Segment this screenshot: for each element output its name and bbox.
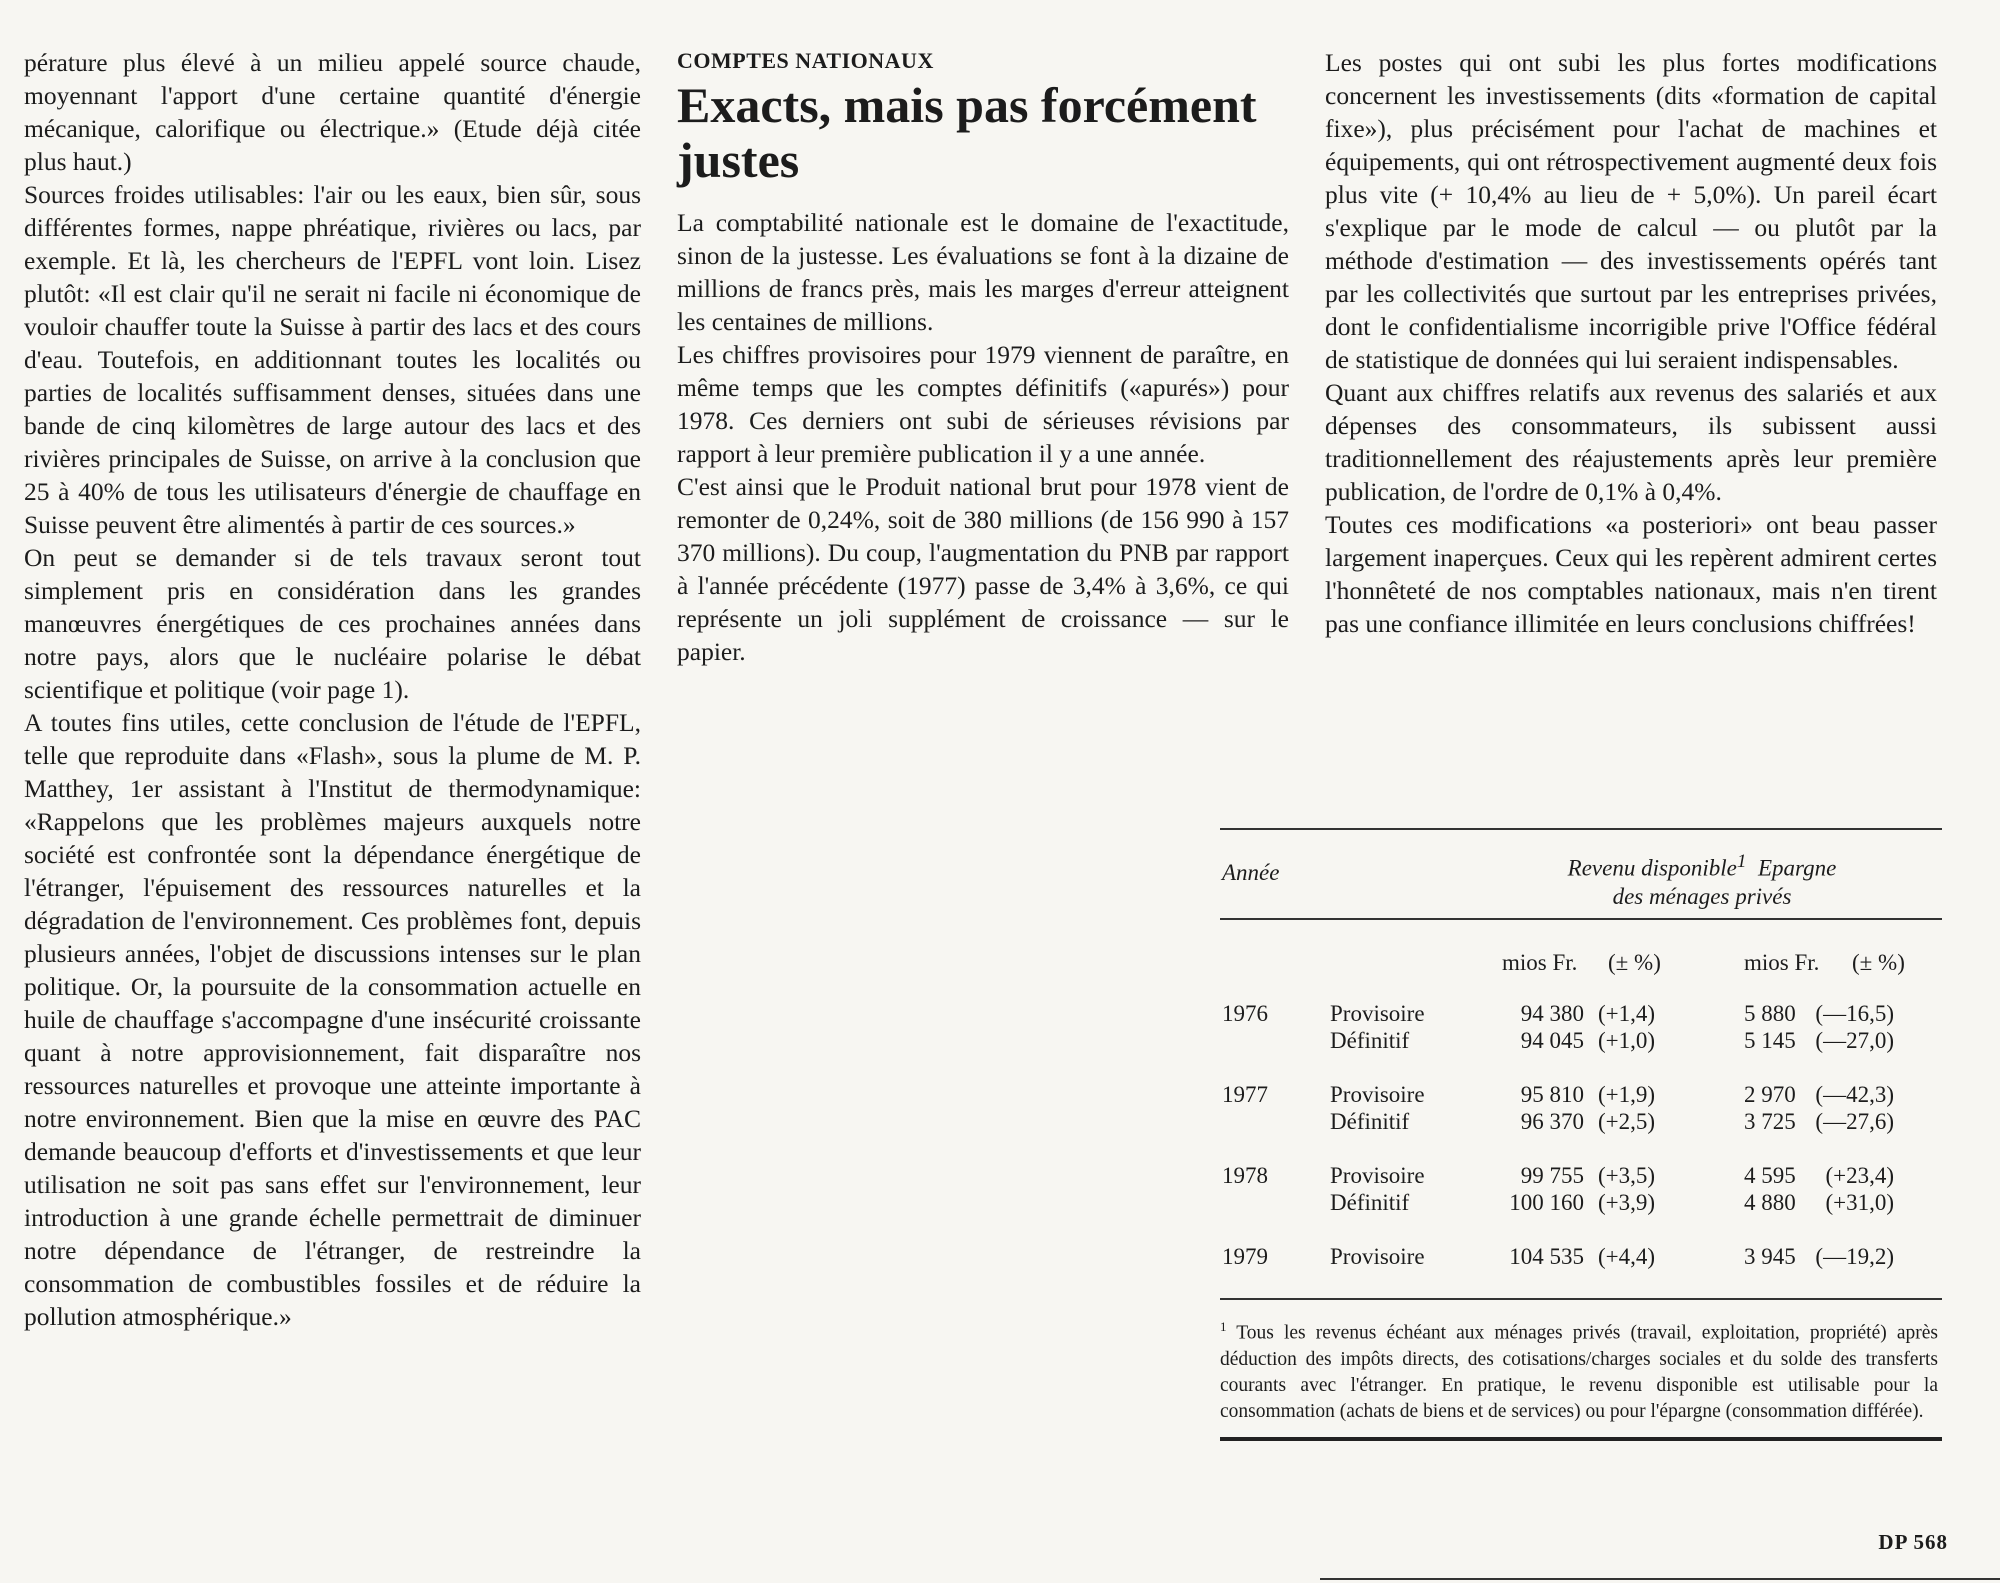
left-column	[24, 46, 641, 1333]
paragraph: Les postes qui ont subi les plus fortes modifications concernent les investissements (dits «formation de capital fixe»), plus précisément pour l'achat de machines et équipements, qui ont rétrospectivement augmenté deux fois plus vite (+ 10,4% au lieu de + 5,0%). Un pareil écart s'explique par le mode de calcul — ou plutôt par la méthode d'estimation — des investissements opérés tant par les collectivités que surtout par les entreprises privées, dont le confidentialisme incorrigible prive l'Office fédéral de statistique de données qui lui seraient indispensables.	[1325, 48, 1937, 374]
cell-status: Définitif	[1330, 1190, 1410, 1215]
table-bottom-rule	[1220, 1298, 1942, 1300]
year-group-1977	[1220, 1081, 1942, 1135]
income-savings-table	[1220, 828, 1942, 1441]
cell-epargne-pct: (—19,2)	[1815, 1244, 1894, 1269]
cell-status: Provisoire	[1330, 1001, 1425, 1026]
cell-revenu: 100 160	[1509, 1190, 1584, 1215]
cell-epargne: 3 945	[1744, 1244, 1796, 1269]
cell-status: Définitif	[1330, 1109, 1410, 1134]
cell-epargne-pct: (+23,4)	[1825, 1163, 1894, 1188]
cell-status: Définitif	[1330, 1028, 1410, 1053]
paragraph: Toutes ces modifications «a posteriori» ont beau passer largement inaperçues. Ceux qui les repèrent admirent certes l'honnêteté de nos comptables nationaux, mais n'en tirent pas une confiance illimitée en leurs conclusions chiffrées!	[1325, 510, 1937, 638]
cell-revenu: 104 535	[1509, 1244, 1584, 1269]
header-columns	[1512, 848, 1892, 911]
unit-epargne-mios: mios Fr.	[1744, 950, 1820, 975]
header-footnote-mark: 1	[1736, 851, 1747, 872]
cell-revenu: 96 370	[1520, 1109, 1584, 1134]
cell-revenu-pct: (+3,5)	[1598, 1163, 1656, 1188]
header-year: Année	[1222, 860, 1280, 885]
cell-revenu-pct: (+1,4)	[1598, 1001, 1656, 1026]
units-row	[1220, 920, 1942, 1000]
table-row	[1220, 1108, 1942, 1135]
article-rubric: COMPTES NATIONAUX	[677, 48, 934, 73]
cell-status: Provisoire	[1330, 1244, 1425, 1269]
unit-revenu-pct: (± %)	[1608, 950, 1661, 975]
page-number: DP 568	[1878, 1530, 1948, 1554]
paragraph: pérature plus élevé à un milieu appelé source chaude, moyennant l'apport d'une certaine quantité d'énergie mécanique, calorifique ou électrique.» (Etude déjà citée plus haut.)	[24, 48, 641, 176]
year-group-1979	[1220, 1243, 1942, 1270]
header-revenu: Revenu disponible	[1567, 855, 1737, 881]
cell-status: Provisoire	[1330, 1082, 1425, 1107]
table-row	[1220, 1000, 1942, 1027]
cell-epargne-pct: (—16,5)	[1815, 1001, 1894, 1026]
footnote-text: Tous les revenus échéant aux ménages privés (travail, exploitation, propriété) après déduction des impôts directs, des cotisations/charges sociales et du solde des transferts courants avec l'étranger. En pratique, le revenu disponible est utilisable pour la consommation (achats de biens et de services) ou pour l'épargne (consommation différée).	[1220, 1322, 1938, 1422]
page-bottom-rule	[1320, 1578, 2000, 1580]
table-row	[1220, 1189, 1942, 1216]
cell-epargne: 4 880	[1744, 1190, 1796, 1215]
cell-epargne: 5 880	[1744, 1001, 1796, 1026]
cell-revenu-pct: (+2,5)	[1598, 1109, 1656, 1134]
cell-revenu-pct: (+1,0)	[1598, 1028, 1656, 1053]
year-group-1976	[1220, 1000, 1942, 1054]
cell-epargne: 2 970	[1744, 1082, 1796, 1107]
cell-revenu: 99 755	[1520, 1163, 1584, 1188]
cell-epargne-pct: (—27,6)	[1815, 1109, 1894, 1134]
cell-epargne-pct: (—27,0)	[1815, 1028, 1894, 1053]
paragraph: A toutes fins utiles, cette conclusion de l'étude de l'EPFL, telle que reproduite dans «Flash», sous la plume de M. P. Matthey, 1er assistant à l'Institut de thermodynamique: «Rappelons que les problèmes majeurs auxquels notre société est confrontée sont la dépendance énergétique de l'étranger, l'épuisement des ressources naturelles et la dégradation de l'environnement. Ces problèmes font, depuis plusieurs années, l'objet de discussions intenses sur le plan politique. Or, la poursuite de la consommation actuelle en huile de chauffage s'accompagne d'une insécurité croissante quant à notre approvisionnement, fait disparaître nos ressources naturelles et provoque une atteinte importante à notre environnement. Bien que la mise en œuvre des PAC demande beaucoup d'efforts et d'investissements et que leur utilisation ne soit pas sans effet sur l'environnement, leur introduction à une grande échelle permettrait de diminuer notre dépendance de l'étranger, de restreindre la consommation de combustibles fossiles et de réduire la pollution atmosphérique.»	[24, 708, 641, 1331]
paragraph: La comptabilité nationale est le domaine de l'exactitude, sinon de la justesse. Les évaluations se font à la dizaine de millions de francs près, mais les marges d'erreur atteignent les centaines de millions.	[677, 208, 1289, 336]
article-headline: Exacts, mais pas forcément justes	[677, 77, 1257, 188]
table-row	[1220, 1027, 1942, 1054]
cell-year: 1976	[1222, 1001, 1268, 1026]
cell-epargne: 3 725	[1744, 1109, 1796, 1134]
cell-year: 1978	[1222, 1163, 1268, 1188]
cell-epargne-pct: (+31,0)	[1825, 1190, 1894, 1215]
cell-status: Provisoire	[1330, 1163, 1425, 1188]
table-row	[1220, 1081, 1942, 1108]
unit-revenu-mios: mios Fr.	[1502, 950, 1578, 975]
paragraph: Les chiffres provisoires pour 1979 viennent de paraître, en même temps que les comptes définitifs («apurés») pour 1978. Ces derniers ont subi de sérieuses révisions par rapport à leur première publication il y a une année.	[677, 340, 1289, 468]
paragraph: Quant aux chiffres relatifs aux revenus des salariés et aux dépenses des consommateurs, ils subissent aussi traditionnellement des réajustements après leur première publication, de l'ordre de 0,1% à 0,4%.	[1325, 378, 1937, 506]
cell-epargne: 4 595	[1744, 1163, 1796, 1188]
article-column-1	[677, 46, 1289, 668]
paragraph: C'est ainsi que le Produit national brut pour 1978 vient de remonter de 0,24%, soit de 380 millions (de 156 990 à 157 370 millions). Du coup, l'augmentation du PNB par rapport à l'année précédente (1977) passe de 3,4% à 3,6%, ce qui représente un joli supplément de croissance — sur le papier.	[677, 472, 1289, 666]
header-subtitle: des ménages privés	[1612, 883, 1792, 909]
table-row	[1220, 1243, 1942, 1270]
cell-revenu: 94 380	[1520, 1001, 1584, 1026]
paragraph: Sources froides utilisables: l'air ou les eaux, bien sûr, sous différentes formes, nappe phréatique, rivières ou lacs, par exemple. Et là, les chercheurs de l'EPFL vont loin. Lisez plutôt: «Il est clair qu'il ne serait ni facile ni économique de vouloir chauffer toute la Suisse à partir des lacs et des cours d'eau. Toutefois, en additionnant toutes les localités ou parties de localités suffisamment denses, situées dans une bande de cinq kilomètres de large autour des lacs et des rivières principales de Suisse, on arrive à la conclusion que 25 à 40% de tous les utilisateurs d'énergie de chauffage en Suisse peuvent être alimentés à partir de ces sources.»	[24, 180, 641, 539]
footnote-mark: 1	[1220, 1319, 1227, 1334]
year-group-1978	[1220, 1162, 1942, 1216]
article-column-2	[1325, 46, 1937, 640]
header-epargne: Epargne	[1757, 855, 1837, 881]
cell-revenu-pct: (+4,4)	[1598, 1244, 1656, 1269]
cell-revenu-pct: (+1,9)	[1598, 1082, 1656, 1107]
cell-year: 1977	[1222, 1082, 1268, 1107]
table-end-rule	[1220, 1437, 1942, 1441]
unit-epargne-pct: (± %)	[1852, 950, 1905, 975]
table-header	[1220, 830, 1942, 918]
cell-epargne: 5 145	[1744, 1028, 1796, 1053]
cell-year: 1979	[1222, 1244, 1268, 1269]
cell-epargne-pct: (—42,3)	[1815, 1082, 1894, 1107]
cell-revenu: 94 045	[1520, 1028, 1584, 1053]
paragraph: On peut se demander si de tels travaux seront tout simplement pris en considération dans les grandes manœuvres énergétiques de ces prochaines années dans notre pays, alors que le nucléaire polarise le débat scientifique et politique (voir page 1).	[24, 543, 641, 704]
cell-revenu-pct: (+3,9)	[1598, 1190, 1656, 1215]
table-footnote	[1220, 1314, 1942, 1425]
cell-revenu: 95 810	[1520, 1082, 1584, 1107]
table-row	[1220, 1162, 1942, 1189]
